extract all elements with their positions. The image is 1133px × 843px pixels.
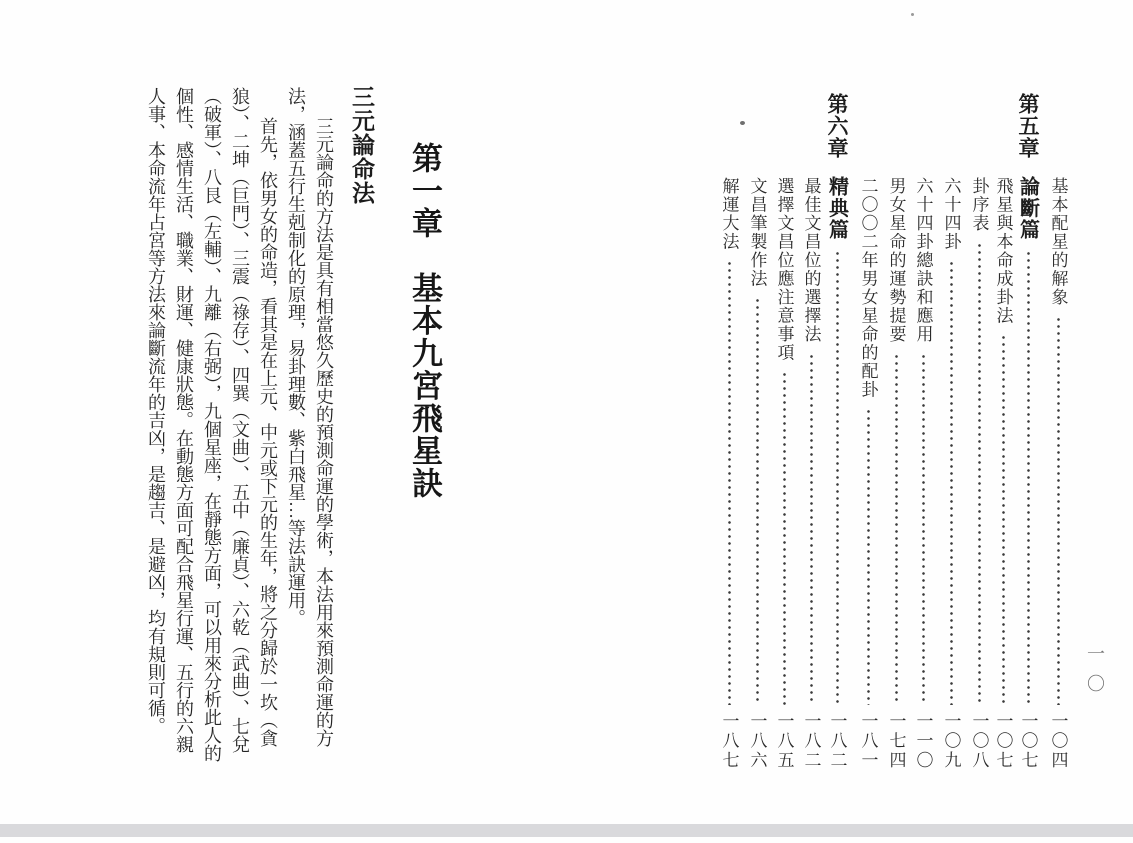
toc-page-number: 一一〇	[913, 711, 933, 770]
toc-page-number: 一八二	[801, 711, 821, 770]
chapter-number: 第六章	[825, 93, 849, 159]
toc-entry-label: 飛星與本命成卦法	[993, 177, 1013, 325]
toc-entry-label: 男女星命的運勢提要	[886, 177, 906, 344]
toc-page-number: 一七四	[886, 711, 906, 770]
toc-page-number: 一八五	[774, 711, 794, 770]
toc-entry-label: 精典篇	[825, 176, 848, 241]
toc-entry-label: 文昌筆製作法	[747, 177, 767, 288]
toc-entry-label: 解運大法	[719, 177, 739, 251]
scan-edge-strip	[0, 824, 1133, 837]
toc-page-number: 一〇七	[1018, 711, 1038, 770]
section-heading: 三元論命法	[349, 85, 374, 205]
toc-page-number: 一八二	[827, 711, 847, 770]
toc-page-number: 一〇七	[993, 711, 1013, 770]
scan-speck	[911, 13, 914, 16]
toc-entry-label: 六十四卦	[941, 177, 961, 251]
scan-speck	[740, 121, 745, 125]
toc-page-number: 一八七	[719, 711, 739, 770]
folio-page-number: 一〇	[1085, 644, 1105, 704]
toc-entry-label: 選擇文昌位應注意事項	[774, 177, 794, 362]
chapter-title: 第一章 基本九宮飛星訣	[407, 142, 442, 500]
toc-page-number: 一八一	[858, 711, 878, 770]
toc-page-number: 一〇四	[1048, 711, 1068, 770]
body-text-block	[112, 87, 338, 763]
body-paragraph: 首先，依男女的命造，看其是在上元、中元或下元的生年，將之分歸於一坎（貪狼）、二坤（巨門）、三震（祿存）、四巽（文曲）、五中（廉貞）、六乾（武曲）、七兌（破軍）、八艮（左輔）、九離（右弼），九個星座，在靜態方面，可以用來分析此人的個性、感情生活、職業、財運、健康狀態。在動態方面可配合飛星行運、五行的六親人事、本命流年占宮等方法來論斷流年的吉凶，是趨吉、是避凶，均有規則可循。	[146, 87, 278, 762]
toc-page-number: 一〇九	[941, 711, 961, 770]
toc-entry-label: 論斷篇	[1016, 176, 1039, 241]
toc-entry-label: 六十四卦總訣和應用	[913, 177, 933, 344]
toc-entry-label: 基本配星的解象	[1048, 177, 1068, 307]
body-paragraph: 三元論命的方法是具有相當悠久歷史的預測命運的學術，本法用來預測命運的方法，涵蓋五行生剋制化的原理，易卦理數、紫白飛星…等法訣運用。	[286, 87, 334, 747]
toc-page-number: 一八六	[747, 711, 767, 770]
toc-entry-label: 卦序表	[969, 177, 989, 233]
chapter-number: 第五章	[1016, 93, 1040, 159]
toc-page-number: 一〇八	[969, 711, 989, 770]
toc-entry-label: 最佳文昌位的選擇法	[801, 177, 821, 344]
toc-entry-label: 二〇〇二年男女星命的配卦	[858, 177, 878, 399]
